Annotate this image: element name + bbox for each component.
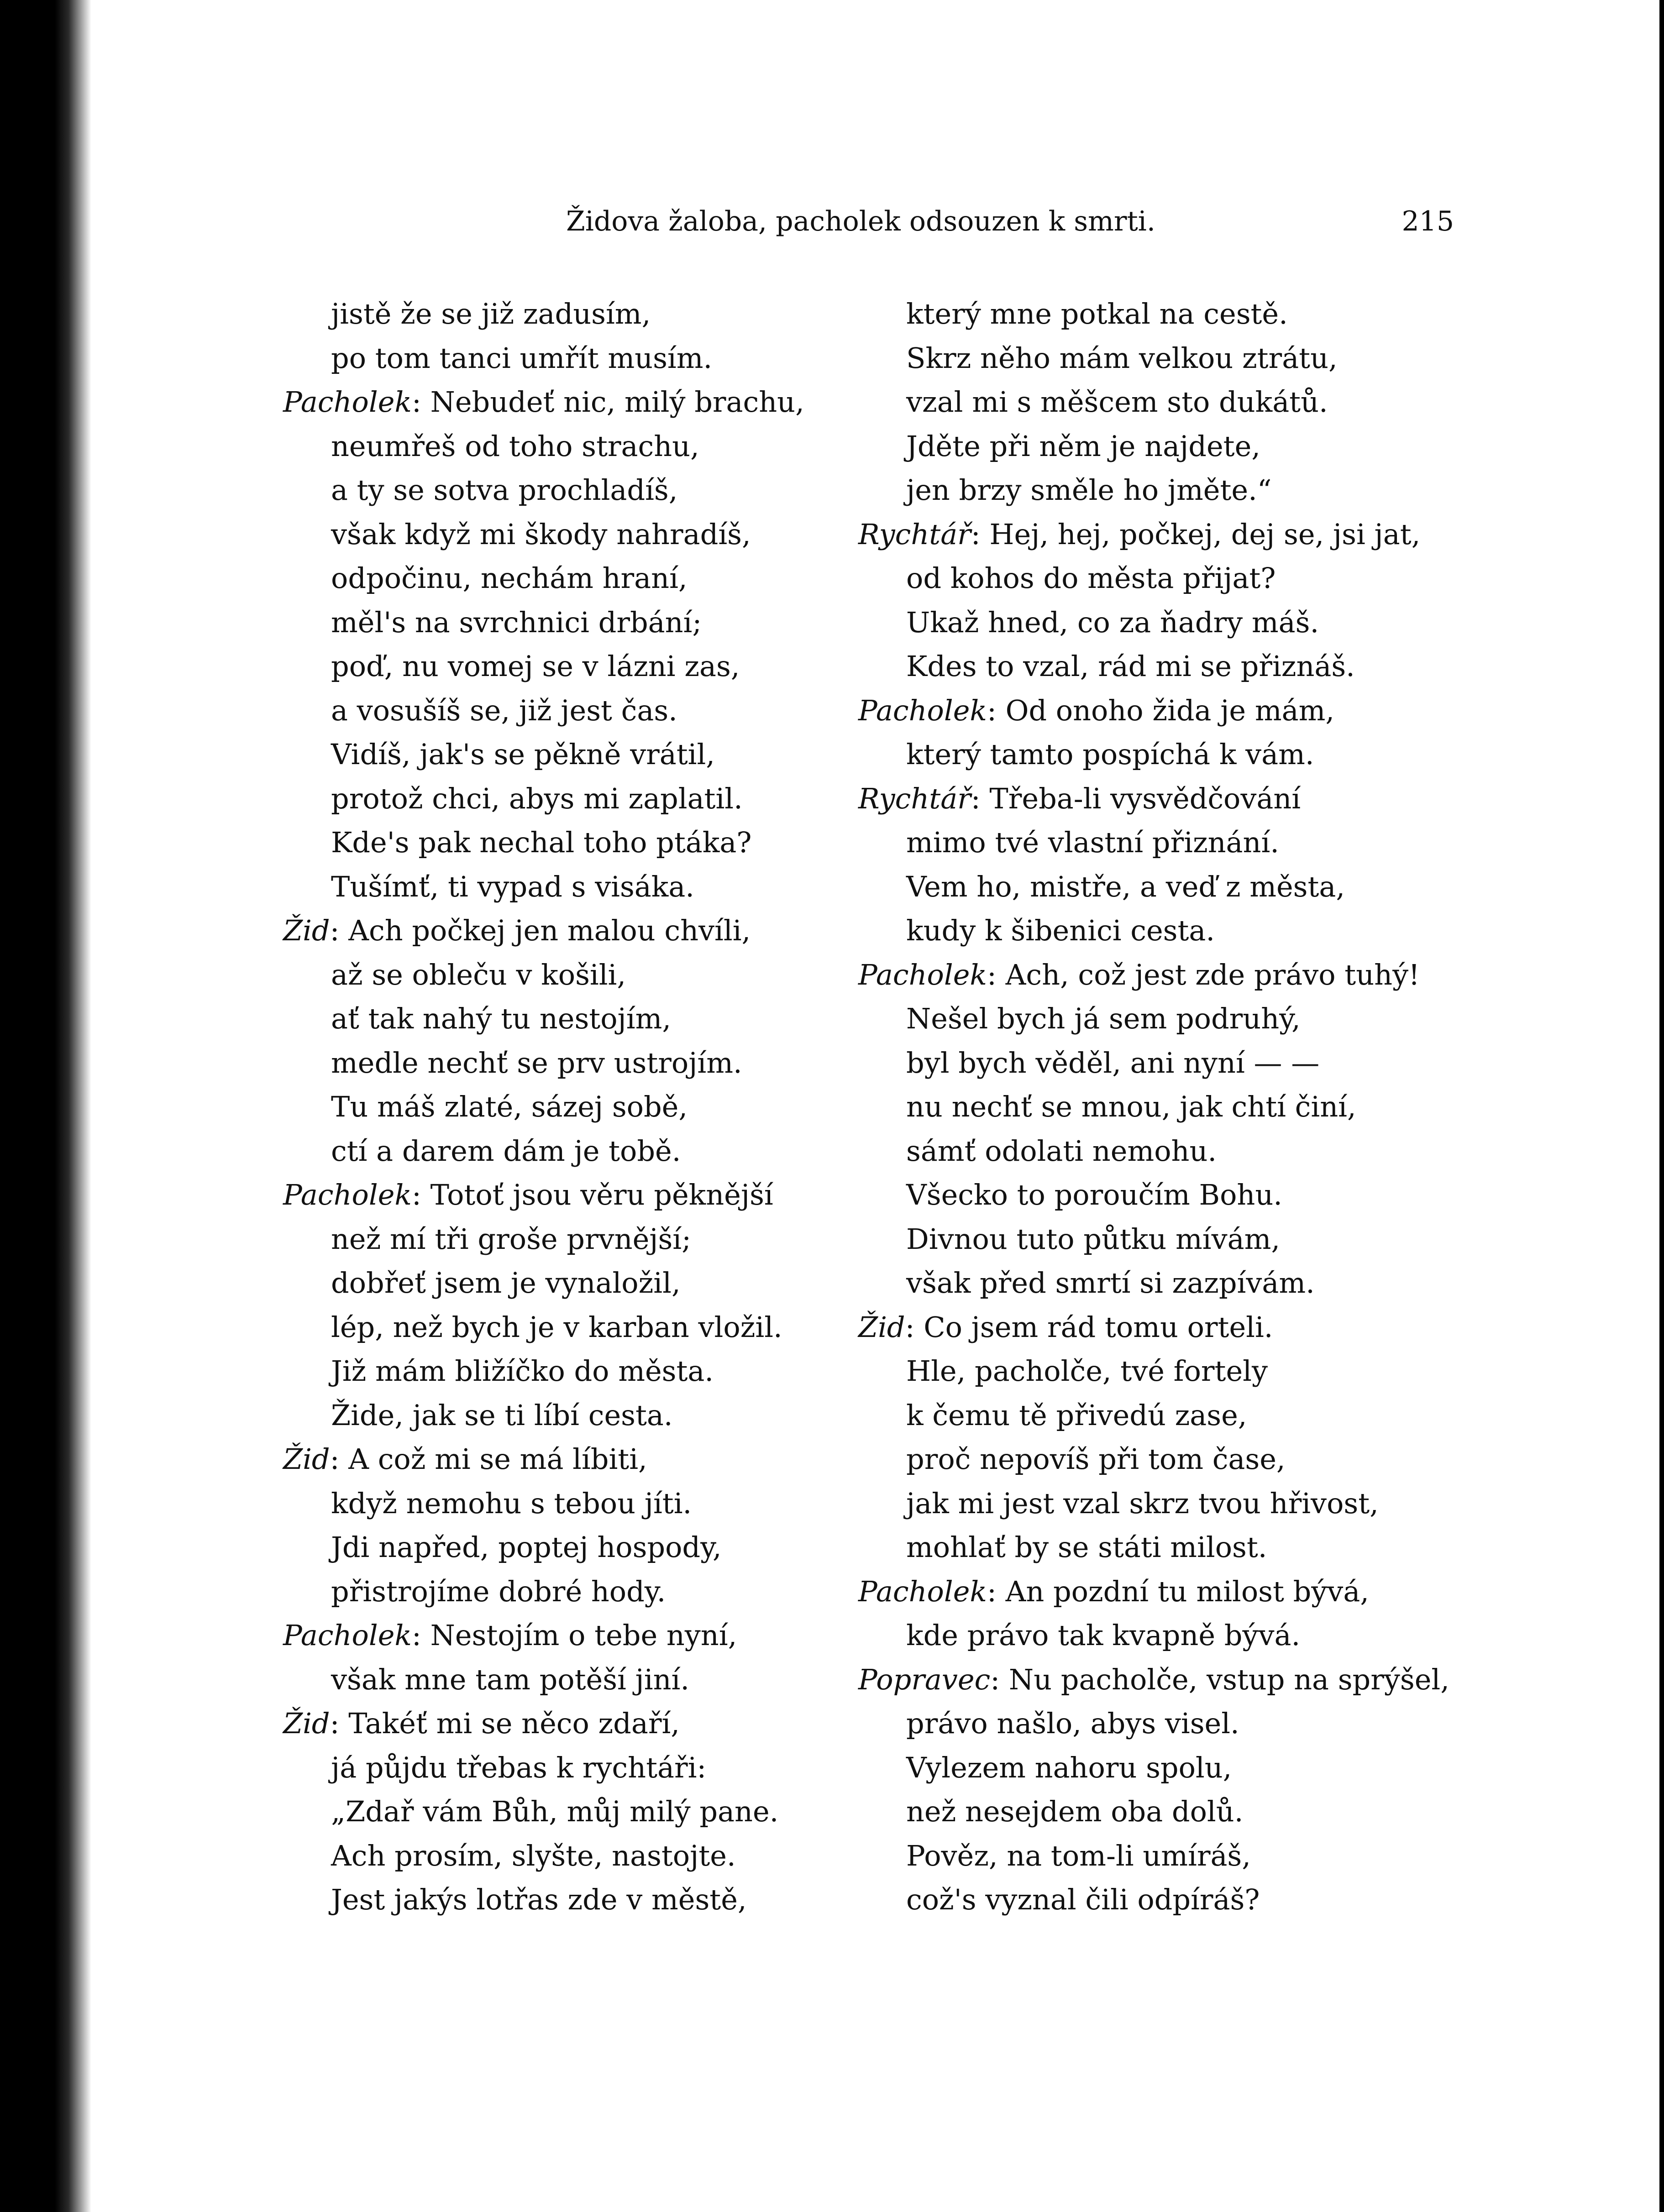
verse-text: přistrojíme dobré hody. — [331, 1574, 666, 1608]
verse-text: : Třeba-li vysvědčování — [971, 781, 1301, 815]
page-number: 215 — [1402, 205, 1454, 237]
verse-text: Ukaž hned, co za ňadry máš. — [906, 605, 1319, 639]
verse-text: byl bych věděl, ani nyní — — — [906, 1046, 1320, 1080]
verse-line — [283, 556, 877, 601]
verse-text: když nemohu s tebou jíti. — [331, 1486, 692, 1520]
verse-text: k čemu tě přivedú zase, — [906, 1398, 1247, 1432]
verse-line — [283, 1349, 877, 1394]
speaker-name: Rychtář — [858, 517, 971, 551]
verse-line — [858, 1041, 1452, 1085]
verse-text: poď, nu vomej se v lázni zas, — [331, 650, 740, 683]
verse-line — [858, 336, 1452, 381]
verse-text: jistě že se již zadusím, — [331, 297, 651, 330]
verse-text: : Od onoho žida je mám, — [987, 693, 1335, 727]
verse-line — [858, 1702, 1452, 1746]
verse-line — [858, 1394, 1452, 1438]
verse-line — [283, 1085, 877, 1129]
speaker-name: Pacholek — [283, 385, 412, 419]
verse-text: : Co jsem rád tomu orteli. — [905, 1310, 1273, 1344]
verse-text: : Ach, což jest zde právo tuhý! — [987, 958, 1420, 991]
verse-line — [858, 1878, 1452, 1922]
speaker-line — [858, 1305, 1452, 1350]
verse-line — [283, 733, 877, 777]
verse-text: Skrz něho mám velkou ztrátu, — [906, 341, 1338, 375]
scan-edge-right — [1659, 0, 1664, 2212]
verse-line — [283, 601, 877, 645]
verse-line — [858, 1085, 1452, 1129]
verse-line — [283, 821, 877, 865]
verse-line — [283, 513, 877, 557]
verse-line — [858, 468, 1452, 513]
speaker-line — [283, 1702, 877, 1746]
verse-text: kde právo tak kvapně bývá. — [906, 1619, 1301, 1652]
verse-text: až se obleču v košili, — [331, 958, 626, 991]
verse-line — [858, 425, 1452, 469]
verse-text: Jdi napřed, poptej hospody, — [331, 1531, 722, 1564]
verse-text: : Nestojím o tebe nyní, — [411, 1619, 737, 1652]
verse-line — [283, 1878, 877, 1922]
verse-line — [283, 425, 877, 469]
verse-line — [858, 1790, 1452, 1834]
verse-line — [858, 1129, 1452, 1174]
verse-text: měl's na svrchnici drbání; — [331, 605, 702, 639]
verse-text: já půjdu třebas k rychtáři: — [331, 1751, 707, 1784]
verse-line — [283, 1790, 877, 1834]
verse-line — [858, 1834, 1452, 1878]
verse-text: dobřeť jsem je vynaložil, — [331, 1266, 681, 1300]
verse-line — [858, 601, 1452, 645]
verse-text: kudy k šibenici cesta. — [906, 914, 1215, 947]
speaker-line — [858, 513, 1452, 557]
speaker-line — [858, 777, 1452, 821]
text-column-right — [858, 292, 1452, 1922]
verse-text: což's vyznal čili odpíráš? — [906, 1883, 1260, 1916]
verse-text: odpočinu, nechám hraní, — [331, 561, 688, 595]
verse-text: protož chci, abys mi zaplatil. — [331, 781, 743, 815]
verse-line — [858, 1614, 1452, 1658]
verse-line — [858, 1437, 1452, 1482]
verse-text: než nesejdem oba dolů. — [906, 1795, 1244, 1828]
verse-text: : Hej, hej, počkej, dej se, jsi jat, — [971, 517, 1421, 551]
verse-line — [283, 1525, 877, 1570]
verse-line — [283, 689, 877, 733]
verse-text: „Zdař vám Bůh, můj milý pane. — [331, 1795, 779, 1828]
verse-line — [283, 468, 877, 513]
verse-text: : Nu pacholče, vstup na sprýšel, — [990, 1662, 1449, 1696]
speaker-name: Žid — [283, 1707, 330, 1740]
speaker-name: Žid — [858, 1310, 905, 1344]
verse-line — [858, 292, 1452, 336]
verse-text: ctí a darem dám je tobě. — [331, 1134, 681, 1168]
speaker-name: Rychtář — [858, 781, 971, 815]
verse-line — [858, 1261, 1452, 1305]
verse-text: a vosušíš se, již jest čas. — [331, 693, 677, 727]
verse-text: Vidíš, jak's se pěkně vrátil, — [331, 738, 715, 771]
verse-line — [283, 1217, 877, 1262]
verse-line — [858, 380, 1452, 425]
verse-text: jen brzy směle ho jměte.“ — [906, 473, 1272, 507]
speaker-name: Pacholek — [858, 1574, 987, 1608]
speaker-line — [283, 1437, 877, 1482]
verse-line — [858, 733, 1452, 777]
verse-text: však před smrtí si zazpívám. — [906, 1266, 1315, 1300]
verse-line — [858, 1525, 1452, 1570]
verse-line — [283, 1129, 877, 1174]
verse-text: Pověz, na tom-li umíráš, — [906, 1839, 1251, 1872]
verse-text: jak mi jest vzal skrz tvou hřivost, — [906, 1486, 1379, 1520]
verse-text: mohlať by se státi milost. — [906, 1531, 1267, 1564]
verse-line — [283, 1261, 877, 1305]
text-column-left — [283, 292, 877, 1922]
verse-line — [858, 556, 1452, 601]
speaker-line — [283, 380, 877, 425]
verse-line — [283, 865, 877, 909]
verse-text: medle nechť se prv ustrojím. — [331, 1046, 742, 1080]
verse-text: který tamto pospíchá k vám. — [906, 738, 1314, 771]
verse-text: Jest jakýs lotřas zde v městě, — [331, 1883, 747, 1916]
verse-text: mimo tvé vlastní přiznání. — [906, 826, 1279, 859]
verse-line — [283, 1746, 877, 1790]
verse-text: Všecko to poroučím Bohu. — [906, 1178, 1282, 1211]
verse-text: Kdes to vzal, rád mi se přiznáš. — [906, 650, 1355, 683]
verse-text: Tušímť, ti vypad s visáka. — [331, 870, 695, 903]
verse-line — [283, 1482, 877, 1526]
speaker-name: Pacholek — [283, 1178, 412, 1211]
speaker-line — [858, 953, 1452, 997]
verse-text: Žide, jak se ti líbí cesta. — [331, 1398, 673, 1432]
verse-line — [283, 997, 877, 1041]
verse-text: lép, než bych je v karban vložil. — [331, 1310, 782, 1344]
verse-line — [858, 865, 1452, 909]
verse-text: neumřeš od toho strachu, — [331, 429, 699, 463]
verse-text: Nešel bych já sem podruhý, — [906, 1002, 1301, 1035]
verse-text: : Ach počkej jen malou chvíli, — [330, 914, 751, 947]
verse-line — [283, 1305, 877, 1350]
verse-text: : Nebudeť nic, milý brachu, — [411, 385, 804, 419]
verse-line — [858, 1173, 1452, 1217]
verse-text: : Takéť mi se něco zdaří, — [330, 1707, 680, 1740]
verse-text: Kde's pak nechal toho ptáka? — [331, 826, 752, 859]
verse-line — [858, 1746, 1452, 1790]
verse-line — [858, 1217, 1452, 1262]
verse-text: však mne tam potěší jiní. — [331, 1662, 690, 1696]
speaker-name: Pacholek — [858, 958, 987, 991]
verse-line — [283, 1834, 877, 1878]
verse-text: Tu máš zlaté, sázej sobě, — [331, 1090, 688, 1123]
verse-line — [283, 1394, 877, 1438]
verse-text: sámť odolati nemohu. — [906, 1134, 1217, 1168]
verse-text: nu nechť se mnou, jak chtí činí, — [906, 1090, 1356, 1123]
verse-text: : Totoť jsou věru pěknější — [411, 1178, 773, 1211]
speaker-name: Žid — [283, 914, 330, 947]
verse-text: a ty se sotva prochladíš, — [331, 473, 678, 507]
speaker-name: Popravec — [858, 1662, 991, 1696]
verse-text: však když mi škody nahradíš, — [331, 517, 751, 551]
verse-line — [858, 997, 1452, 1041]
scan-edge-left — [0, 0, 91, 2212]
speaker-line — [283, 1173, 877, 1217]
verse-line — [283, 1041, 877, 1085]
verse-text: Jděte při něm je najdete, — [906, 429, 1260, 463]
verse-text: Vem ho, mistře, a veď z města, — [906, 870, 1345, 903]
verse-text: Vylezem nahoru spolu, — [906, 1751, 1232, 1784]
speaker-line — [283, 1614, 877, 1658]
verse-line — [858, 821, 1452, 865]
verse-line — [283, 1658, 877, 1702]
verse-line — [283, 777, 877, 821]
verse-text: Již mám bližíčko do města. — [331, 1354, 714, 1388]
verse-line — [858, 1349, 1452, 1394]
verse-text: právo našlo, abys visel. — [906, 1707, 1239, 1740]
verse-line — [283, 645, 877, 689]
speaker-name: Žid — [283, 1442, 330, 1476]
verse-text: který mne potkal na cestě. — [906, 297, 1288, 330]
verse-text: od kohos do města přijat? — [906, 561, 1276, 595]
verse-text: vzal mi s měšcem sto dukátů. — [906, 385, 1328, 419]
verse-line — [858, 645, 1452, 689]
verse-text: : An pozdní tu milost bývá, — [987, 1574, 1369, 1608]
speaker-name: Pacholek — [858, 693, 987, 727]
verse-line — [283, 953, 877, 997]
speaker-line — [858, 1570, 1452, 1614]
verse-text: proč nepovíš při tom čase, — [906, 1442, 1286, 1476]
verse-line — [858, 909, 1452, 953]
header-title: Židova žaloba, pacholek odsouzen k smrti. — [566, 205, 1155, 237]
speaker-line — [858, 1658, 1452, 1702]
verse-text: Ach prosím, slyšte, nastojte. — [331, 1839, 736, 1872]
verse-line — [283, 336, 877, 381]
verse-text: Hle, pacholče, tvé fortely — [906, 1354, 1268, 1388]
verse-line — [858, 1482, 1452, 1526]
verse-text: ať tak nahý tu nestojím, — [331, 1002, 672, 1035]
verse-text: než mí tři groše prvnější; — [331, 1222, 692, 1256]
verse-line — [283, 1570, 877, 1614]
speaker-name: Pacholek — [283, 1619, 412, 1652]
verse-line — [283, 292, 877, 336]
speaker-line — [283, 909, 877, 953]
verse-text: Divnou tuto půtku mívám, — [906, 1222, 1281, 1256]
verse-text: po tom tanci umřít musím. — [331, 341, 713, 375]
verse-text: : A což mi se má líbiti, — [330, 1442, 647, 1476]
speaker-line — [858, 689, 1452, 733]
